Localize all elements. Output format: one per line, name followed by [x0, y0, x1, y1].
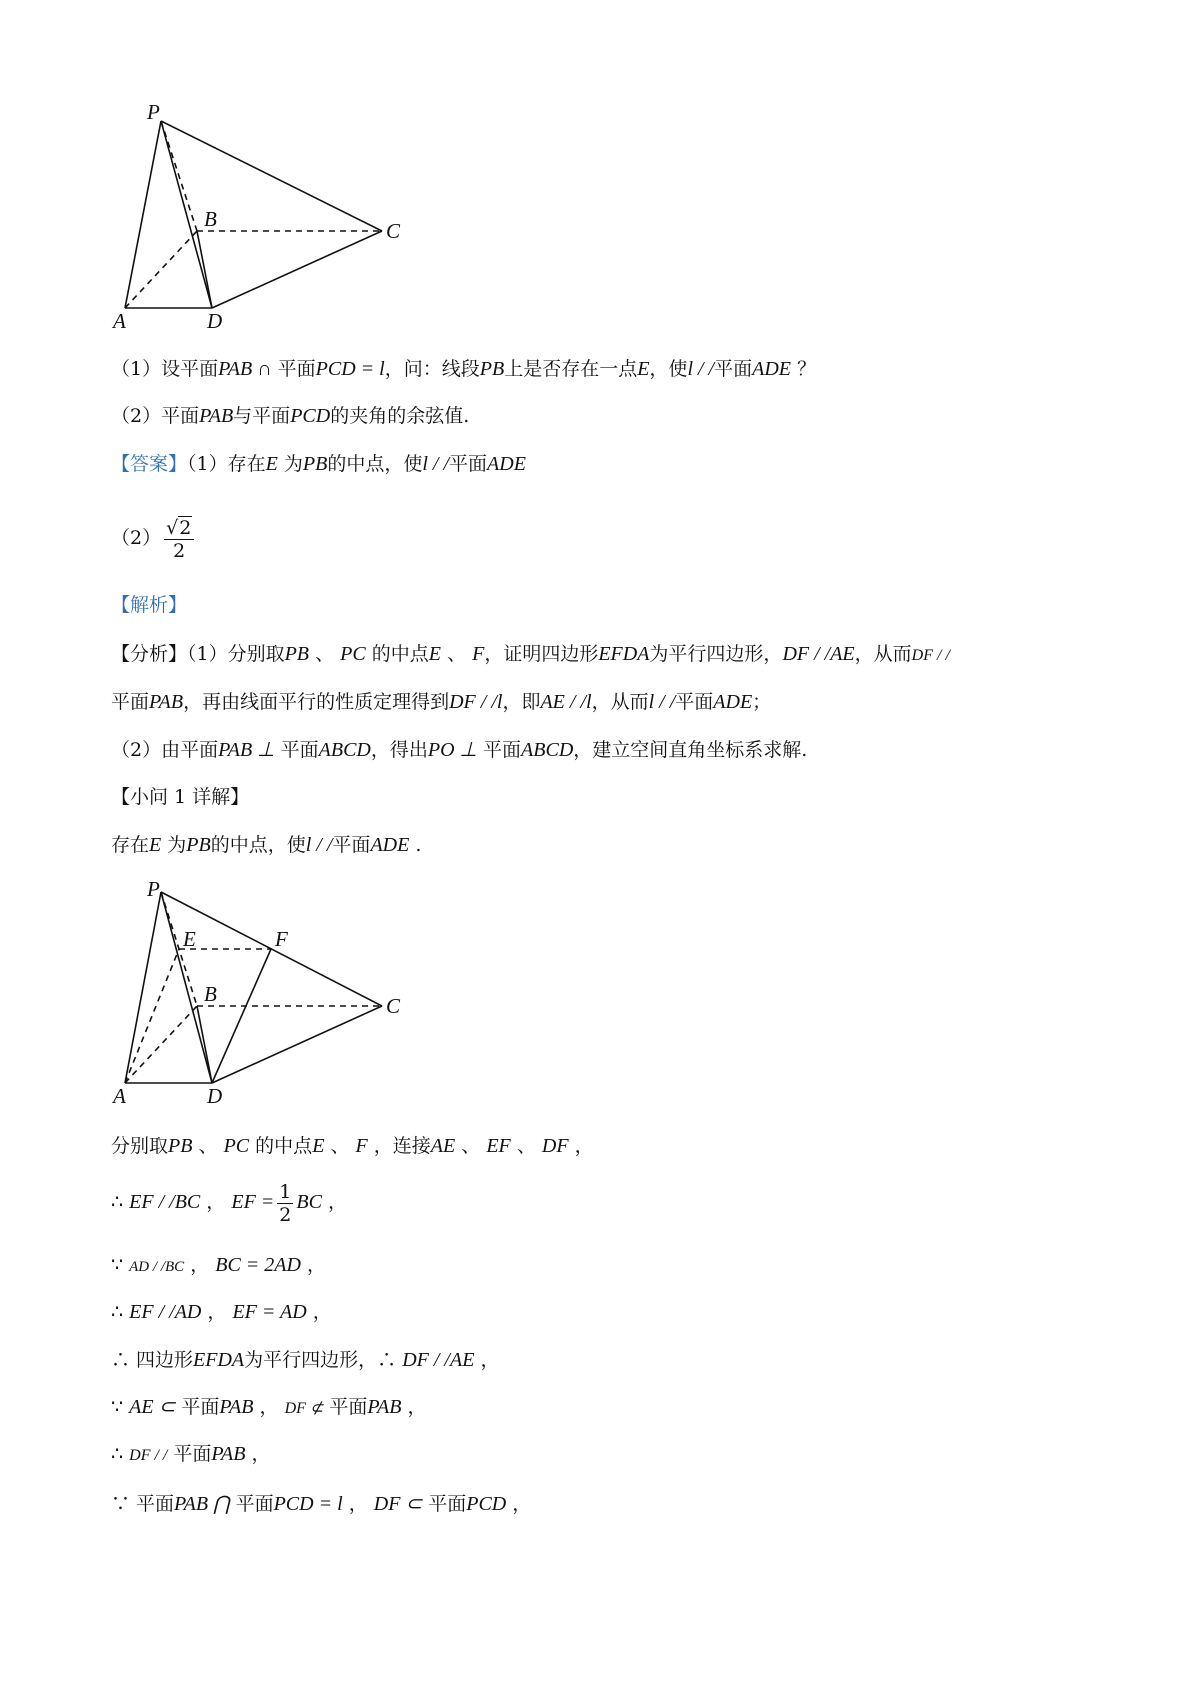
- vertex-label-E: E: [183, 927, 196, 951]
- fraction-one-half: $\frac{1}{2}$: [279, 1180, 292, 1226]
- edge-BD: [197, 231, 212, 308]
- vertex-label-D: D: [207, 309, 223, 333]
- analysis-line-2: 平面PAB，再由线面平行的性质定理得到DF / /l，即AE / /l，从而l / /平面ADE；: [111, 691, 772, 713]
- step-1: 分别取PB 、 PC 的中点E 、 F ，连接AE 、 EF 、 DF ，: [111, 1135, 594, 1157]
- vertex-label-A: A: [113, 309, 126, 333]
- step-8: ∵ 平面PAB ⋂ 平面PCD = l ， DF ⊂ 平面PCD ，: [111, 1493, 532, 1515]
- analysis-line-3: （2）由平面PAB ⊥ 平面ABCD，得出PO ⊥ 平面ABCD，建立空间直角坐标系求解.: [111, 739, 808, 761]
- subquestion-1-heading: 【小问 1 详解】: [111, 786, 250, 808]
- exist-statement: 存在E 为PB的中点，使l / /平面ADE .: [111, 834, 422, 856]
- question-1: （1）设平面PAB ∩ 平面PCD = l，问：线段PB上是否存在一点E，使l / /平面ADE ？: [111, 358, 817, 380]
- fraction-sqrt2-over-2: $\frac{√2}{2}$: [164, 516, 194, 562]
- vertex-label-C: C: [386, 219, 401, 243]
- vertex-label-F: F: [275, 927, 288, 951]
- analysis-line-1: 【分析】（1）分别取PB 、 PC 的中点E 、 F，证明四边形EFDA为平行四边形，DF / /AE，从而DF / /: [111, 643, 950, 665]
- vertex-label-P: P: [147, 100, 160, 124]
- vertex-label-A: A: [113, 1084, 126, 1108]
- pyramid-figure-2: [125, 892, 382, 1083]
- vertex-label-P: P: [147, 877, 160, 901]
- question-2: （2）平面PAB与平面PCD的夹角的余弦值.: [111, 405, 470, 427]
- edge-PB: [161, 121, 197, 231]
- answer-tag: 【答案】: [111, 453, 188, 475]
- answer-2: （2） $\frac{√2}{2}$: [111, 508, 197, 568]
- step-7: ∴ DF / / 平面PAB ，: [111, 1443, 271, 1465]
- step-4: ∴ EF / /AD ， EF = AD ，: [111, 1301, 332, 1323]
- vertex-label-B: B: [204, 982, 217, 1006]
- analysis-tag: 【解析】: [111, 594, 188, 616]
- vertex-label-C: C: [386, 994, 401, 1018]
- edge-PA: [125, 121, 161, 308]
- edge-PC: [161, 121, 382, 231]
- step-2: ∴ EF / /BC ， EF = $\frac{1}{2}$ BC ，: [111, 1180, 348, 1226]
- vertex-label-D: D: [207, 1084, 223, 1108]
- answer-1: 【答案】（1）存在E 为PB的中点，使l / /平面ADE: [111, 453, 526, 475]
- step-5: ∴ 四边形EFDA为平行四边形，∴ DF / /AE ，: [111, 1349, 500, 1371]
- edge-AB: [125, 231, 197, 308]
- edge-DC: [212, 231, 382, 308]
- step-6: ∵ AE ⊂ 平面PAB ， DF ⊄ 平面PAB ，: [111, 1396, 427, 1418]
- vertex-label-B: B: [204, 207, 217, 231]
- step-3: ∵ AD / /BC ， BC = 2AD ，: [111, 1254, 327, 1276]
